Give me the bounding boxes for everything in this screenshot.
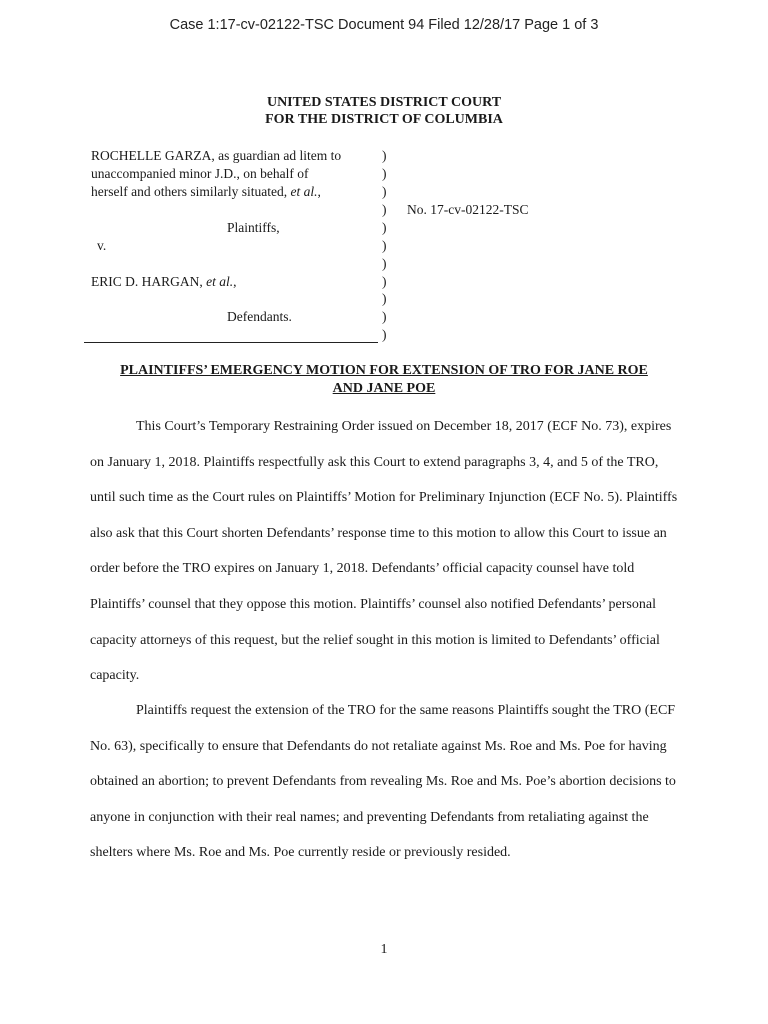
caption-paren: ): [382, 148, 387, 163]
paragraph-text: Plaintiffs request the extension of the TRO for the same reasons Plaintiffs sought the TRO (ECF No. 63), specifically to ensure that Defendants do not retaliate against Ms. Roe and Ms. Poe for having obtained an abortion; to prevent Defendants from revealing Ms. Roe and Ms. Poe’s abortion decisions to anyone in conjunction with their real names; and preventing Defendants from retaliating against the shelters where Ms. Roe and Ms. Poe currently reside or previously resided.: [90, 703, 676, 861]
court-name: [0, 94, 768, 128]
caption-paren: ): [382, 309, 387, 324]
plaintiff-line-2: unaccompanied minor J.D., on behalf of: [91, 166, 309, 181]
court-line-2: FOR THE DISTRICT OF COLUMBIA: [265, 112, 503, 127]
defendant-line: [91, 274, 237, 290]
caption-paren: ): [382, 274, 387, 289]
page-number: 1: [380, 942, 388, 957]
court-line-1: UNITED STATES DISTRICT COURT: [266, 95, 502, 110]
plaintiff-line-3-end: ,: [317, 184, 321, 199]
defendant-name: ERIC D. HARGAN,: [91, 274, 207, 289]
caption-paren: ): [382, 184, 387, 199]
case-number: No. 17-cv-02122-TSC: [407, 202, 529, 217]
caption-paren: ): [382, 291, 387, 306]
motion-title: [80, 362, 688, 398]
versus: v.: [97, 238, 107, 253]
defendants-label: Defendants.: [227, 309, 292, 324]
caption-paren: ): [382, 238, 387, 253]
plaintiff-line-3-text: herself and others similarly situated,: [91, 184, 291, 199]
body-paragraph-2: [90, 693, 680, 871]
caption-paren: ): [382, 220, 387, 235]
caption-paren: ): [382, 256, 387, 271]
defendant-end: ,: [233, 274, 237, 289]
plaintiffs-label: Plaintiffs,: [227, 220, 280, 235]
et-al-plaintiff: et al.: [290, 184, 318, 199]
plaintiff-line-3: [91, 184, 321, 200]
ecf-header: Case 1:17-cv-02122-TSC Document 94 Filed 12/28/17 Page 1 of 3: [169, 17, 599, 33]
caption-paren: ): [382, 202, 387, 217]
caption-paren: ): [382, 327, 387, 342]
caption-paren: ): [382, 166, 387, 181]
caption-rule: [84, 342, 378, 343]
motion-title-line-2: AND JANE POE: [332, 381, 436, 396]
plaintiff-line-1: ROCHELLE GARZA, as guardian ad litem to: [91, 148, 342, 163]
et-al-defendant: et al.: [206, 274, 234, 289]
motion-title-line-1: PLAINTIFFS’ EMERGENCY MOTION FOR EXTENSION OF TRO FOR JANE ROE: [120, 363, 648, 378]
paragraph-text: This Court’s Temporary Restraining Order issued on December 18, 2017 (ECF No. 73), expires on January 1, 2018. Plaintiffs respectfully ask this Court to extend paragraphs 3, 4, and 5 of the TRO, until such time as the Court rules on Plaintiffs’ Motion for Preliminary Injunction (ECF No. 5). Plaintiffs also ask that this Court shorten Defendants’ response time to this motion to allow this Court to issue an order before the TRO expires on January 1, 2018. Defendants’ official capacity counsel have told Plaintiffs’ counsel that they oppose this motion. Plaintiffs’ counsel also notified Defendants’ personal capacity attorneys of this request, but the relief sought in this motion is limited to Defendants’ official capacity.: [90, 419, 678, 684]
body-paragraph-1: [90, 409, 680, 694]
